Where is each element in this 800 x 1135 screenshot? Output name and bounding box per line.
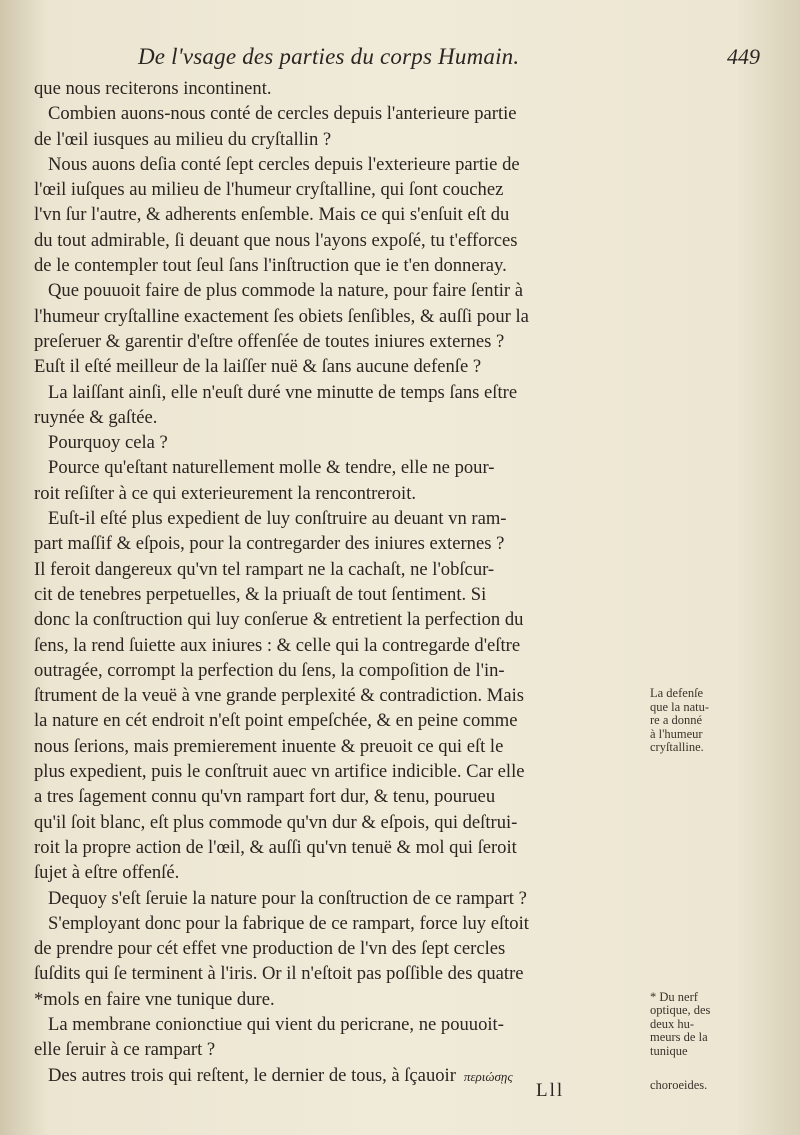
signature-mark: Lll: [536, 1080, 565, 1101]
margin-note-line: tunique: [650, 1044, 688, 1058]
text-line: Nous auons deſia conté ſept cercles depuis l'exterieure partie de: [48, 153, 520, 175]
text-line: ſuſdits qui ſe terminent à l'iris. Or il n'eſtoit pas poſſible des quatre: [34, 963, 524, 985]
text-line: l'œil iuſques au milieu de l'humeur cryſtalline, qui ſont couchez: [34, 179, 504, 201]
text-line: nous ſerions, mais premierement inuente & preuoit ce qui eſt le: [34, 735, 504, 757]
text-line: part maſſif & eſpois, pour la contregarder des iniures externes ?: [34, 533, 505, 555]
text-line: cit de tenebres perpetuelles, & la priuaſt de tout ſentiment. Si: [34, 583, 487, 605]
text-line-content: Des autres trois qui reſtent, le dernier de tous, à ſçauoir: [48, 1064, 456, 1086]
text-line: La membrane conionctiue qui vient du pericrane, ne pouuoit-: [48, 1013, 504, 1035]
text-line: Combien auons-nous conté de cercles depuis l'anterieure partie: [48, 103, 517, 125]
text-line: la nature en cét endroit n'eſt point empeſchée, & en peine comme: [34, 710, 518, 732]
text-line: du tout admirable, ſi deuant que nous l'ayons expoſé, tu t'efforces: [34, 229, 518, 251]
body-text: [34, 76, 654, 1088]
text-line: de prendre pour cét effet vne production de l'vn des ſept cercles: [34, 938, 506, 960]
margin-note-line: re a donné: [650, 714, 703, 728]
margin-note-line: deux hu-: [650, 1017, 695, 1031]
text-line: donc la conſtruction qui luy conſerue & entretient la perfection du: [34, 609, 524, 631]
greek-word: περιώσῃς: [463, 1068, 513, 1084]
text-line: roit la propre action de l'œil, & auſſi qu'vn tenuë & mol qui ſeroit: [34, 836, 517, 858]
margin-note-line: meurs de la: [650, 1031, 708, 1045]
text-line: a tres ſagement connu qu'vn rampart fort dur, & tenu, pourueu: [34, 786, 496, 808]
text-line: Pourquoy cela ?: [48, 432, 168, 454]
text-line: Euſt-il eſté plus expedient de luy conſtruire au deuant vn ram-: [48, 508, 507, 530]
text-line: roit reſiſter à ce qui exterieurement la rencontreroit.: [34, 482, 417, 504]
text-line: ſens, la rend ſuiette aux iniures : & celle qui la contregarde d'eſtre: [34, 634, 521, 656]
text-line: Euſt il eſté meilleur de la laiſſer nuë & ſans aucune defenſe ?: [34, 356, 482, 378]
text-line: ruynée & gaſtée.: [34, 406, 158, 428]
text-line: outragée, corrompt la perfection du ſens, la compoſition de l'in-: [34, 659, 505, 681]
margin-note-line: à l'humeur: [650, 727, 703, 741]
text-line: preſeruer & garentir d'eſtre offenſée de toutes iniures externes ?: [34, 330, 505, 352]
text-line: Il feroit dangereux qu'vn tel rampart ne la cachaſt, ne l'obſcur-: [34, 558, 495, 580]
page-number: 449: [727, 44, 760, 69]
margin-note: [650, 991, 770, 1059]
margin-note-line: choroeides.: [650, 1079, 708, 1093]
margin-note-line: * Du nerf: [650, 990, 698, 1004]
text-line: plus expedient, puis le conſtruit auec vn artifice indicible. Car elle: [34, 761, 525, 783]
margin-note-line: que la natu-: [650, 700, 710, 714]
text-line: l'humeur cryſtalline exactement ſes obiets ſenſibles, & auſſi pour la: [34, 305, 529, 327]
margin-note-line: La defenſe: [650, 687, 704, 701]
page-header: [130, 44, 760, 78]
text-line: ſujet à eſtre offenſé.: [34, 862, 180, 884]
running-title: De l'vsage des parties du corps Humain.: [138, 44, 520, 69]
text-line: Pource qu'eſtant naturellement molle & tendre, elle ne pour-: [48, 457, 495, 479]
text-line: La laiſſant ainſi, elle n'euſt duré vne minutte de temps ſans eſtre: [48, 381, 518, 403]
text-line: l'vn ſur l'autre, & adherents enſemble. Mais ce qui s'enſuit eſt du: [34, 204, 510, 226]
text-line: elle ſeruir à ce rampart ?: [34, 1039, 216, 1061]
text-line: S'employant donc pour la fabrique de ce rampart, force luy eſtoit: [48, 912, 529, 934]
text-line: Dequoy s'eſt ſeruie la nature pour la conſtruction de ce rampart ?: [48, 887, 527, 909]
text-line: ſtrument de la veuë à vne grande perplexité & contradiction. Mais: [34, 685, 524, 707]
margin-note-line: cryſtalline.: [650, 741, 704, 755]
text-line: de l'œil iusques au milieu du cryſtallin ?: [34, 128, 332, 150]
text-line: de le contempler tout ſeul ſans l'inſtruction que ie t'en donneray.: [34, 255, 507, 277]
text-line: Que pouuoit faire de plus commode la nature, pour faire ſentir à: [48, 280, 524, 302]
margin-note-line: optique, des: [650, 1004, 711, 1018]
text-line: qu'il ſoit blanc, eſt plus commode qu'vn dur & eſpois, qui deſtrui-: [34, 811, 518, 833]
text-line: *mols en faire vne tunique dure.: [34, 988, 275, 1010]
margin-note: [650, 1079, 770, 1093]
text-line: que nous reciterons incontinent.: [34, 78, 272, 99]
margin-note: [650, 687, 770, 755]
